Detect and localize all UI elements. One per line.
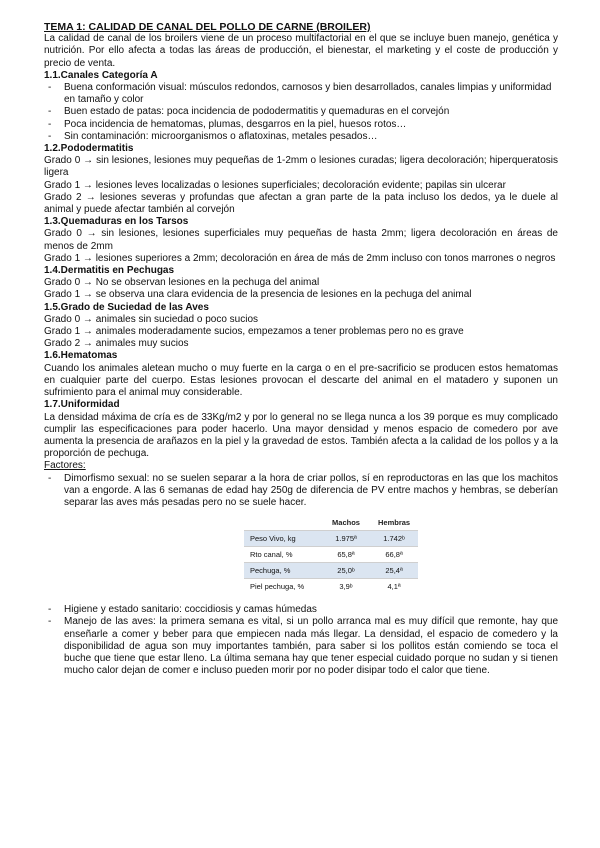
grade-line: Grado 2 → animales muy sucios	[44, 338, 189, 350]
section-heading-canales: 1.1.Canales Categoría A	[44, 69, 158, 81]
table-header	[244, 515, 322, 531]
grade-line: Grado 0 → sin lesiones, lesiones muy pequeñas de 1-2mm o lesiones curadas; ligera decoloración; hiperqueratosis ligera	[44, 155, 558, 179]
section-heading-quemaduras: 1.3.Quemaduras en los Tarsos	[44, 216, 189, 228]
section-heading-uniformidad: 1.7.Uniformidad	[44, 399, 120, 411]
document-page	[44, 21, 558, 677]
sex-comparison-table	[244, 515, 418, 594]
table-header: Machos	[322, 515, 370, 531]
list-item: - Poca incidencia de hematomas, plumas, desgarros en la piel, huesos rotos…	[48, 118, 407, 130]
intro-paragraph: La calidad de canal de los broilers viene de un proceso multifactorial en el que se incluye buen manejo, genética y nutrición. Por ello afecta a todas las áreas de producción, el bienestar, el marketing y el coste de producción y precio de venta.	[44, 33, 558, 69]
section-heading-hematomas: 1.6.Hematomas	[44, 350, 118, 362]
table-row: Pechuga, % 25,0ᵇ 25,4ª	[244, 563, 418, 579]
factores-list-continued	[44, 604, 558, 677]
section-heading-suciedad: 1.5.Grado de Suciedad de las Aves	[44, 301, 209, 313]
grade-line: Grado 1 → lesiones leves localizadas o lesiones superficiales; decoloración evidente; papilas sin ulcerar	[44, 179, 506, 191]
list-item: - Manejo de las aves: la primera semana es vital, si un pollo arranca mal es muy difícil que remonte, hay que enseñarle a comer y beber para que empiecen nada más llegar. La densidad, el espacio de comedero y la disponibilidad de agua son muy importantes también, para saber si los pollitos están comiendo se toca el buche que tiene que estar lleno. La última semana hay que tener especial cuidado porque no sudan y si tienen mucho calor dejan de comer e incluso pueden morir por no poder disipar todo el calor que tiene.	[48, 616, 558, 677]
list-item: - Sin contaminación: microorganismos o aflatoxinas, metales pesados…	[48, 130, 378, 142]
list-item: - Buen estado de patas: poca incidencia de pododermatitis y quemaduras en el corvejón	[48, 106, 450, 118]
list-item: - Higiene y estado sanitario: coccidiosis y camas húmedas	[48, 604, 317, 616]
grade-line: Grado 0 → No se observan lesiones en la pechuga del animal	[44, 277, 320, 289]
list-item: - Buena conformación visual: músculos redondos, carnosos y bien desarrollados, canales limpias y uniformidad en tamaño y color	[48, 82, 552, 106]
grade-line: Grado 1 → animales moderadamente sucios, empezamos a tener problemas pero no es grave	[44, 326, 464, 338]
hematomas-paragraph: Cuando los animales aletean mucho o muy fuerte en la carga o en el pre-sacrificio se producen estos hematomas en cualquier parte del cuerpo. Estas lesiones provocan el descarte del animal en el matadero y suponen un sufrimiento para el animal muy considerable.	[44, 362, 558, 399]
factores-label: Factores:	[44, 460, 86, 472]
list-item: - Dimorfismo sexual: no se suelen separar a la hora de criar pollos, sí en reproductoras en las que los machitos van a engorde. A las 6 semanas de edad hay 250g de diferencia de PV entre machos y hembras, se deberían separar las aves más pesadas pero no se suele hacer.	[48, 472, 558, 508]
canales-list	[44, 82, 558, 143]
table-row: Peso Vivo, kg 1.975ª 1.742ᵇ	[244, 531, 418, 547]
section-heading-dermatitis: 1.4.Dermatitis en Pechugas	[44, 265, 175, 277]
grade-line: Grado 0 → sin lesiones, lesiones superficiales muy pequeñas de hasta 2mm; ligera decoloración en áreas de menos de 2mm	[44, 228, 558, 252]
grade-line: Grado 2 → lesiones severas y profundas que afectan a gran parte de la pata incluso los dedos, ya le duele al animal y puede afectar también al corvejón	[44, 191, 558, 216]
document-title: TEMA 1: CALIDAD DE CANAL DEL POLLO DE CARNE (BROILER)	[44, 21, 371, 33]
section-heading-pododermatitis: 1.2.Pododermatitis	[44, 143, 134, 155]
grade-line: Grado 1 → lesiones superiores a 2mm; decoloración en área de más de 2mm incluso con tonos marrones o negros	[44, 252, 556, 264]
grade-line: Grado 0 → animales sin suciedad o poco sucios	[44, 313, 259, 325]
grade-line: Grado 1 → se observa una clara evidencia de la presencia de lesiones en la pechuga del animal	[44, 289, 472, 301]
table-header: Hembras	[370, 515, 418, 531]
table-row: Rto canal, % 65,8ª 66,8ª	[244, 547, 418, 563]
uniformidad-paragraph: La densidad máxima de cría es de 33Kg/m2 y por lo general no se llega nunca a los 39 porque es muy complicado cumplir las especificaciones para poder hacerlo. Una mayor densidad y menos espacio de comedero por ave aumenta la presencia de arañazos en la piel y la gravedad de estos. También afecta a la calidad de los pollos y a la proporción de pechuga.	[44, 411, 558, 460]
factores-list	[44, 473, 558, 510]
table-row: Piel pechuga, % 3,9ᵇ 4,1ª	[244, 579, 418, 595]
